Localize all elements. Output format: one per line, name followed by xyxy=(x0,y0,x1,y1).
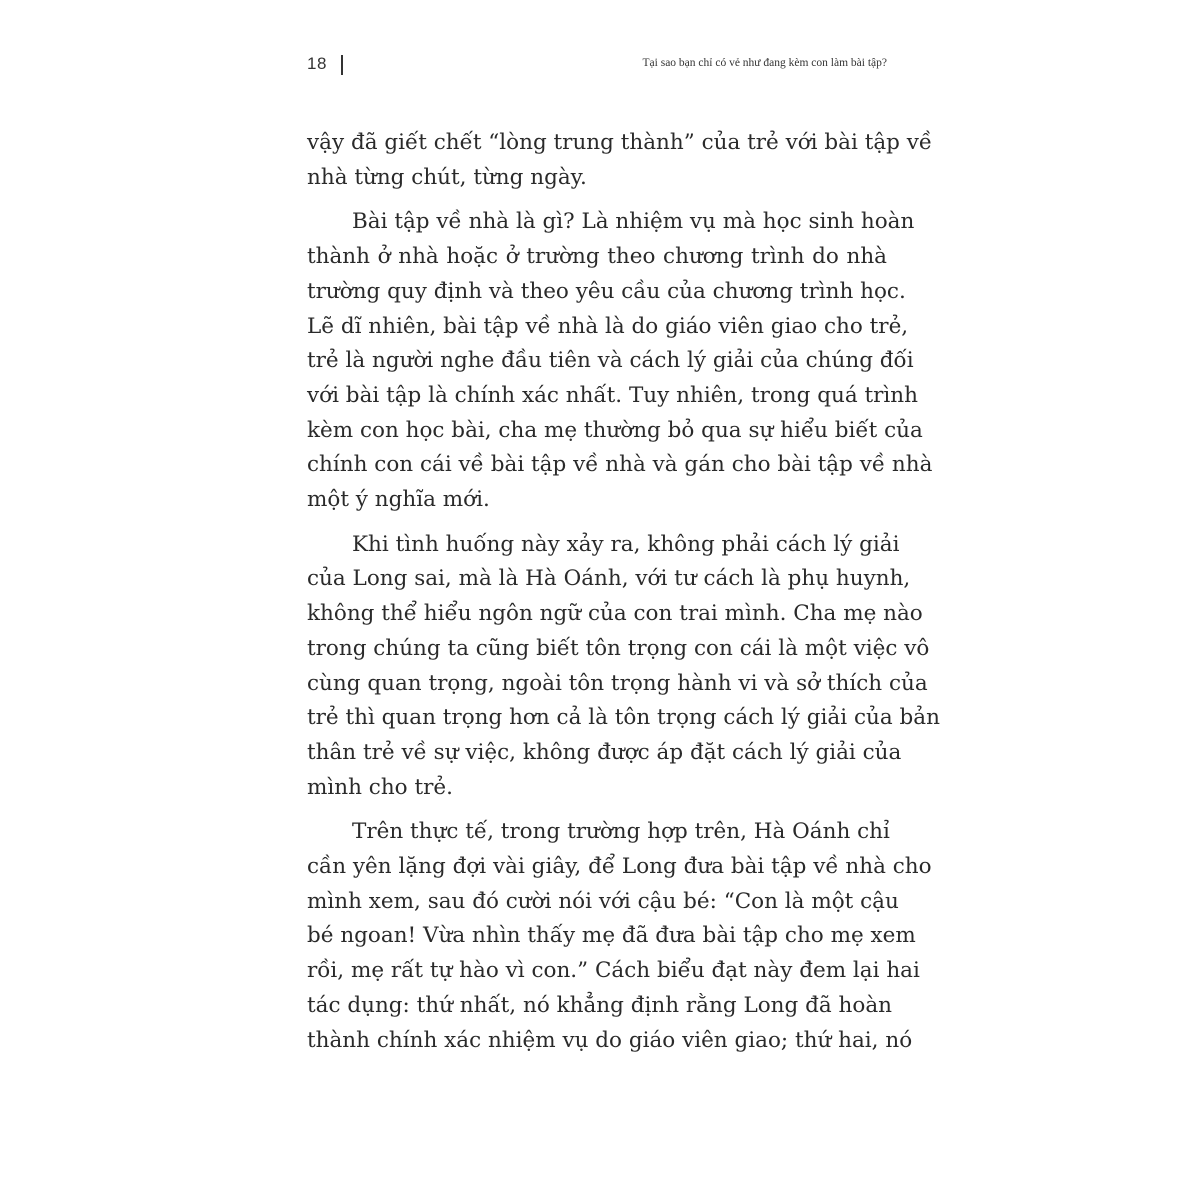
paragraph xyxy=(307,205,933,517)
text-line: mình cho trẻ. xyxy=(307,774,453,800)
page-number: 18 xyxy=(307,54,327,73)
text-line: của Long sai, mà là Hà Oánh, với tư cách là phụ huynh, xyxy=(307,566,911,592)
text-line: với bài tập là chính xác nhất. Tuy nhiên, trong quá trình xyxy=(307,382,918,408)
text-line: không thể hiểu ngôn ngữ của con trai mình. Cha mẹ nào xyxy=(307,601,923,627)
paragraph xyxy=(307,815,932,1058)
text-line: vậy đã giết chết “lòng trung thành” của trẻ với bài tập về xyxy=(307,130,933,155)
text-line: Khi tình huống này xảy ra, không phải cách lý giải xyxy=(352,531,900,557)
text-line: thành ở nhà hoặc ở trường theo chương trình do nhà xyxy=(307,244,887,270)
text-line: trẻ là người nghe đầu tiên và cách lý giải của chúng đối xyxy=(307,348,914,374)
text-line: bé ngoan! Vừa nhìn thấy mẹ đã đưa bài tập cho mẹ xem xyxy=(307,923,916,949)
running-title: Tại sao bạn chỉ có vẻ như đang kèm con làm bài tập? xyxy=(642,57,887,69)
text-line: trường quy định và theo yêu cầu của chương trình học. xyxy=(307,278,906,304)
text-line: thành chính xác nhiệm vụ do giáo viên giao; thứ hai, nó xyxy=(307,1027,913,1053)
text-line: tác dụng: thứ nhất, nó khẳng định rằng Long đã hoàn xyxy=(307,992,892,1018)
text-line: trong chúng ta cũng biết tôn trọng con cái là một việc vô xyxy=(307,635,930,661)
text-line: cần yên lặng đợi vài giây, để Long đưa bài tập về nhà cho xyxy=(307,854,932,880)
text-line: Bài tập về nhà là gì? Là nhiệm vụ mà học sinh hoàn xyxy=(352,209,915,235)
text-line: thân trẻ về sự việc, không được áp đặt cách lý giải của xyxy=(307,739,902,765)
body-text xyxy=(307,126,940,1068)
page-header xyxy=(307,52,887,82)
text-line: Lẽ dĩ nhiên, bài tập về nhà là do giáo viên giao cho trẻ, xyxy=(307,313,909,339)
paragraph xyxy=(307,126,933,195)
text-line: Trên thực tế, trong trường hợp trên, Hà Oánh chỉ xyxy=(352,819,890,845)
text-line: chính con cái về bài tập về nhà và gán cho bài tập về nhà xyxy=(307,452,933,478)
paragraph xyxy=(307,528,940,806)
text-line: kèm con học bài, cha mẹ thường bỏ qua sự hiểu biết của xyxy=(307,417,923,443)
text-line: nhà từng chút, từng ngày. xyxy=(307,164,587,190)
text-line: trẻ thì quan trọng hơn cả là tôn trọng cách lý giải của bản xyxy=(307,705,940,731)
text-line: rồi, mẹ rất tự hào vì con.” Cách biểu đạt này đem lại hai xyxy=(307,958,920,984)
text-line: cùng quan trọng, ngoài tôn trọng hành vi và sở thích của xyxy=(307,670,928,696)
text-line: mình xem, sau đó cười nói với cậu bé: “Con là một cậu xyxy=(307,888,899,914)
header-divider xyxy=(341,55,343,75)
text-line: một ý nghĩa mới. xyxy=(307,487,490,513)
